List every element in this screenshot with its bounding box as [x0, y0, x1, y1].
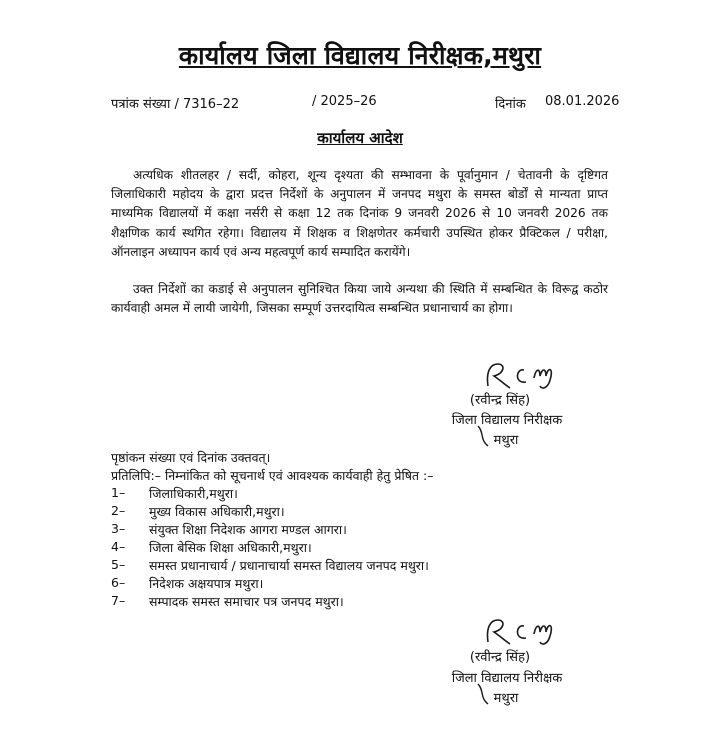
copy-to-line: प्रतिलिपि:– निम्नांकित को सूचनार्थ एवं आवश्यक कार्यवाही हेतु प्रेषित :–: [111, 468, 434, 483]
copy-list-item: सम्पादक समस्त समाचार पत्र जनपद मथुरा।: [149, 594, 344, 609]
signatory-designation: जिला विद्यालय निरीक्षक: [451, 413, 563, 428]
signature-flourish: [474, 682, 494, 706]
order-paragraph-2: [111, 280, 608, 318]
copy-list-number: 1–: [111, 485, 126, 500]
endorsement-line: पृष्ठांकन संख्या एवं दिनांक उक्तवत्।: [111, 450, 271, 465]
signatory-place: मथुरा: [493, 433, 519, 448]
signatory-name: (रवीन्द्र सिंह): [469, 393, 531, 408]
copy-list-number: 4–: [111, 539, 126, 554]
order-paragraph-1: [111, 166, 608, 262]
office-title: कार्यालय जिला विद्यालय निरीक्षक,मथुरा: [178, 41, 542, 70]
copy-list-item: संयुक्त शिक्षा निदेशक आगरा मण्डल आगरा।: [149, 522, 347, 537]
copy-list-item: समस्त प्रधानाचार्य / प्रधानाचार्या समस्त विद्यालय जनपद मथुरा।: [149, 558, 429, 573]
copy-list-item: मुख्य विकास अधिकारी,मथुरा।: [149, 504, 285, 519]
paragraph-1-text: अत्यधिक शीतलहर / सर्दी, कोहरा, शून्य दृश्यता की सम्भावना के पूर्वानुमान / चेतावनी के दृष्टिगत जिलाधिकारी महोदय के द्वारा प्रदत्त निर्देशों के अनुपालन में जनपद मथुरा के समस्त बोर्डों से मान्यता प्राप्त माध्यमिक विद्यालयों में कक्षा नर्सरी से कक्षा 12 तक दिनांक 9 जनवरी 2026 से 10 जनवरी 2026 तक शैक्षणिक कार्य स्थगित रहेगा। विद्यालय में शिक्षक व शिक्षणेतर कर्मचारी उपस्थित होकर प्रैक्टिकल / परीक्षा, ऑनलाइन अध्यापन कार्य एवं अन्य महत्वपूर्ण कार्य सम्पादित करायेंगे।: [111, 168, 608, 259]
date-value: 08.01.2026: [545, 94, 620, 109]
order-heading: कार्यालय आदेश: [317, 129, 403, 147]
signature-flourish: [474, 424, 494, 448]
signatory-place: मथुरा: [493, 691, 519, 706]
copy-list-item: जिला बेसिक शिक्षा अधिकारी,मथुरा।: [149, 540, 312, 555]
copy-list-number: 3–: [111, 521, 126, 536]
copy-list-number: 7–: [111, 593, 126, 608]
copy-list-number: 6–: [111, 575, 126, 590]
copy-list-item: जिलाधिकारी,मथुरा।: [149, 486, 238, 501]
signatory-name: (रवीन्द्र सिंह): [469, 650, 531, 665]
handwritten-signature: [478, 614, 558, 648]
paragraph-2-text: उक्त निर्देशों का कडाई से अनुपालन सुनिश्चित किया जाये अन्यथा की स्थिति में सम्बन्धित के विरूद्व कठोर कार्यवाही अमल में लायी जायेगी, जिसका सम्पूर्ण उत्तरदायित्व सम्बन्धित प्रधानाचार्य का होगा।: [111, 282, 608, 316]
signatory-designation: जिला विद्यालय निरीक्षक: [451, 671, 563, 686]
date-label: दिनांक: [495, 97, 526, 112]
copy-list-number: 5–: [111, 557, 126, 572]
copy-list-number: 2–: [111, 503, 126, 518]
letter-number: पत्रांक संख्या / 7316–22: [111, 97, 240, 112]
session-year: / 2025–26: [312, 94, 377, 109]
copy-list-item: निदेशक अक्षयपात्र मथुरा।: [149, 576, 264, 591]
handwritten-signature: [478, 358, 558, 392]
